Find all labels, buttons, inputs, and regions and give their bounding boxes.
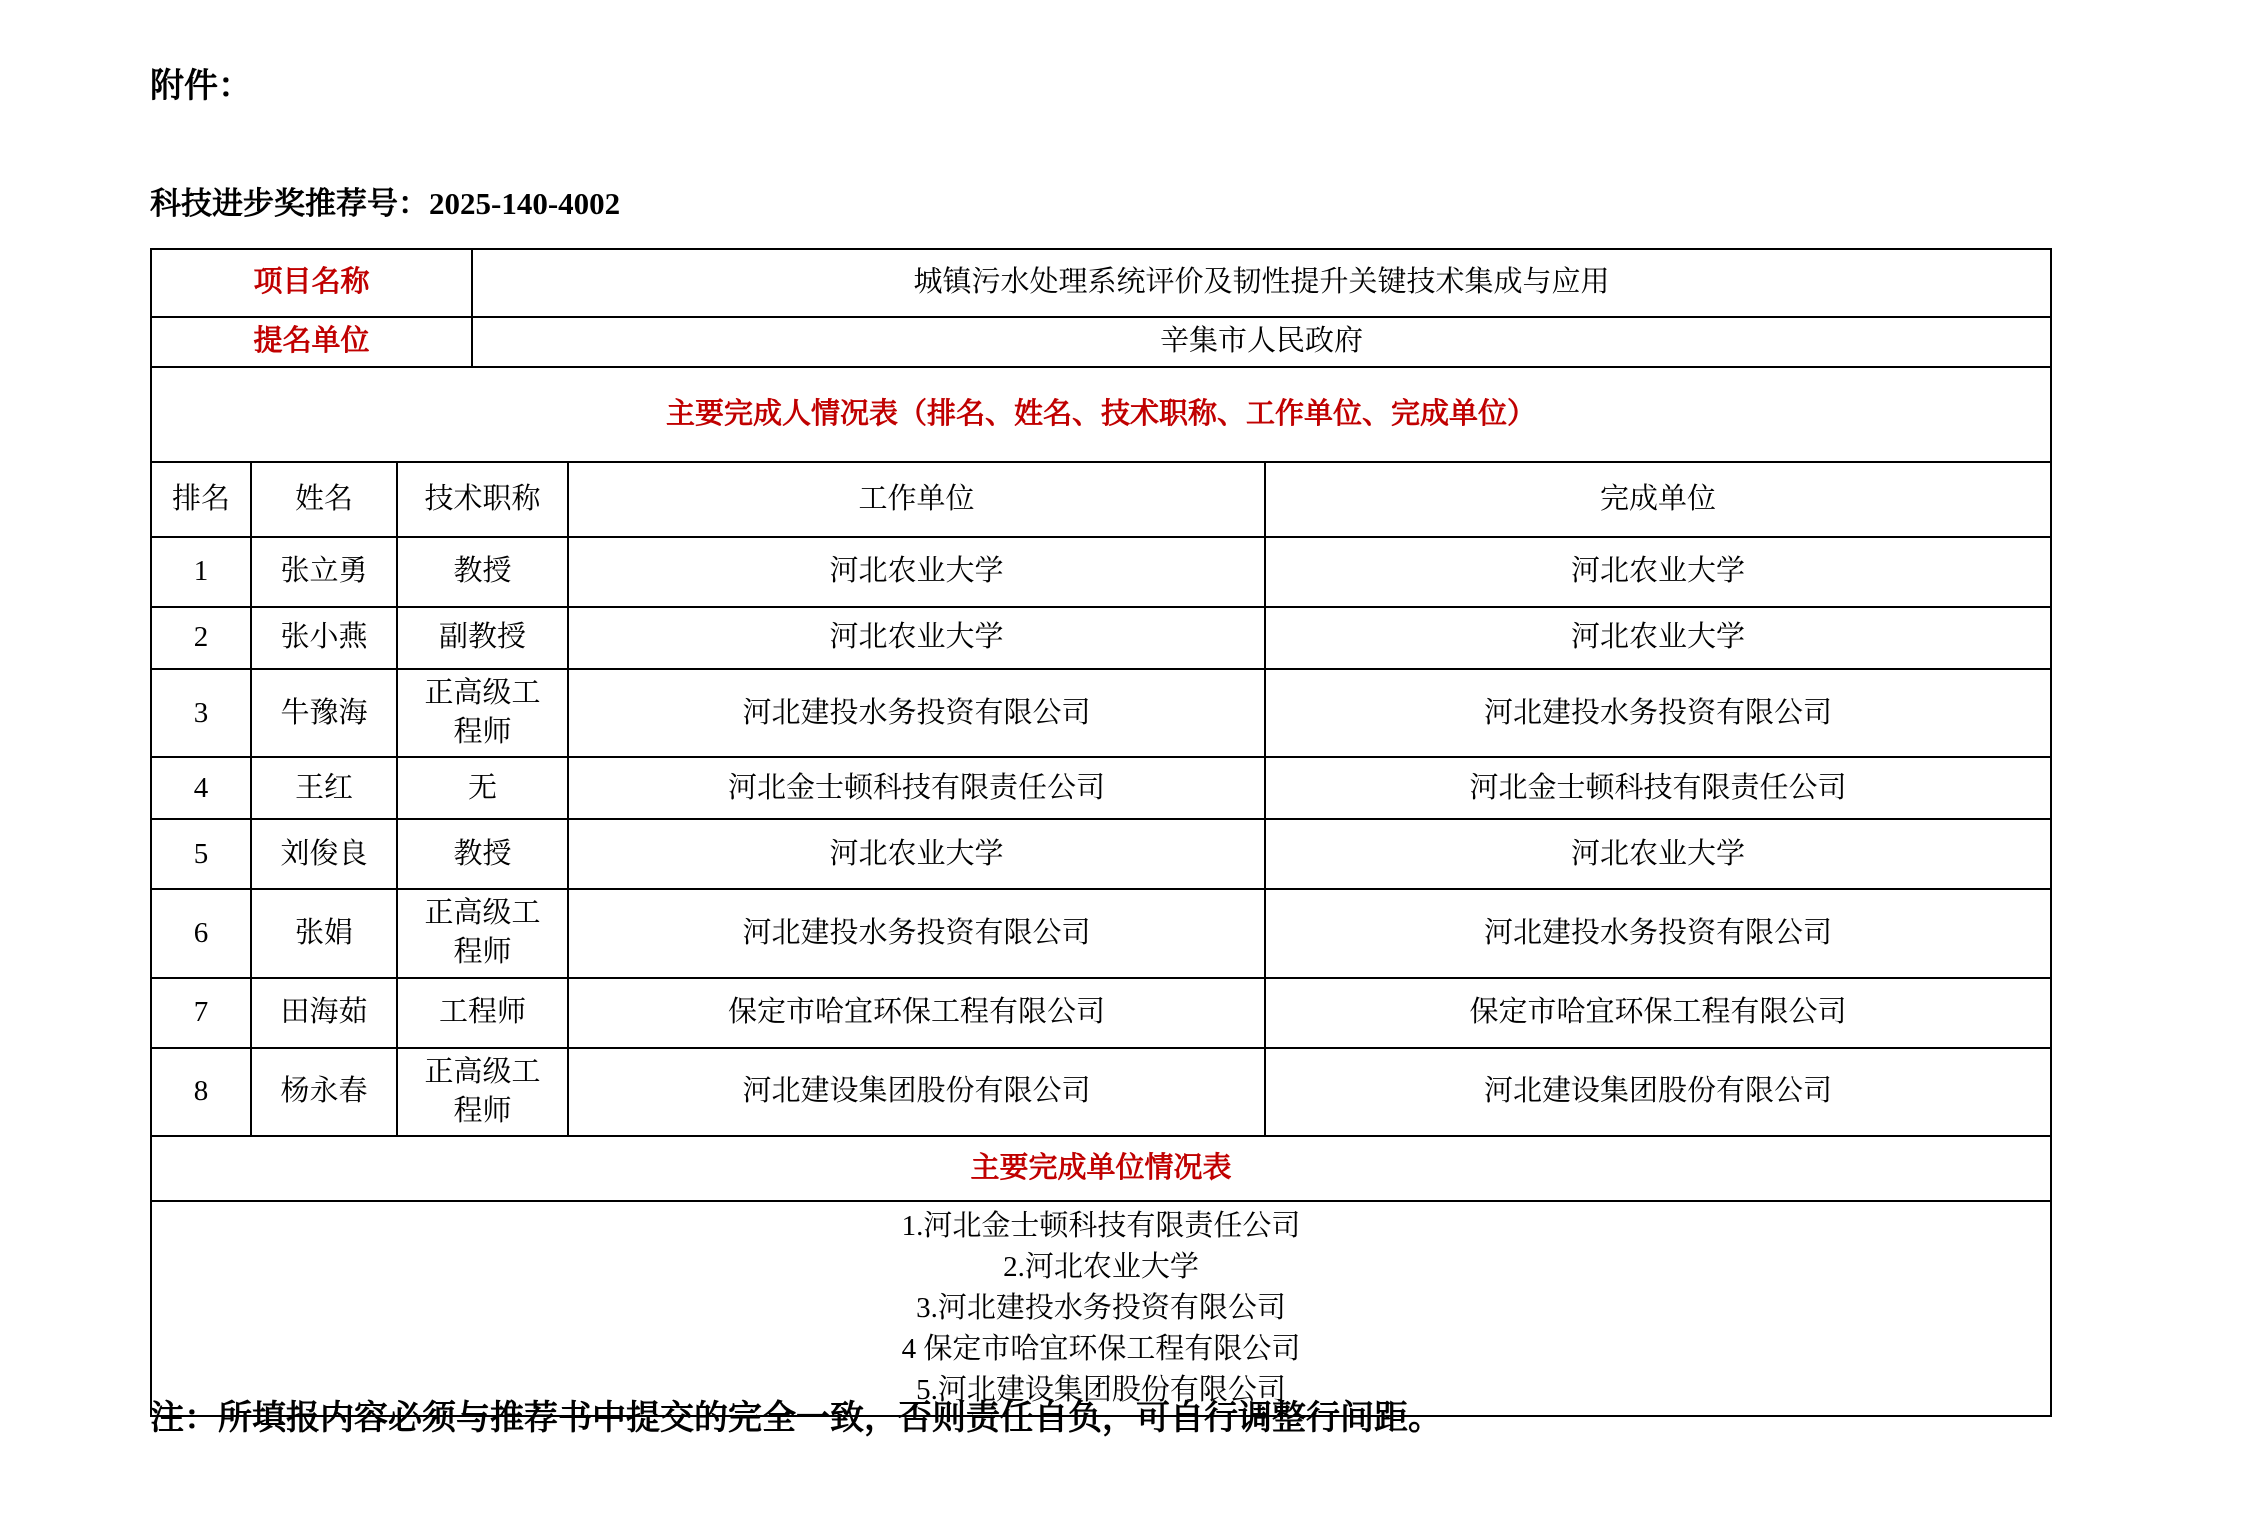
project-name-row [151,249,2051,317]
cell-name: 杨永春 [251,1048,397,1136]
cell-completion-unit: 河北农业大学 [1265,607,2051,669]
project-name-label: 项目名称 [151,249,472,317]
cell-rank: 4 [151,757,251,819]
attachment-label: 附件： [150,68,252,105]
nominator-row [151,317,2051,367]
recommendation-table [150,248,2052,1417]
units-title-row [151,1136,2051,1201]
cell-name: 张小燕 [251,607,397,669]
cell-completion-unit: 河北建投水务投资有限公司 [1265,669,2051,757]
table-row [151,978,2051,1048]
table-row [151,1048,2051,1136]
cell-work-unit: 河北建投水务投资有限公司 [568,889,1265,977]
table-row [151,819,2051,889]
cell-rank: 2 [151,607,251,669]
units-list-cell [151,1201,2051,1416]
unit-list-item: 1.河北金士顿科技有限责任公司 [901,1209,1301,1242]
cell-name: 张立勇 [251,537,397,607]
cell-work-unit: 河北农业大学 [568,537,1265,607]
cell-completion-unit: 河北建投水务投资有限公司 [1265,889,2051,977]
cell-work-unit: 河北建设集团股份有限公司 [568,1048,1265,1136]
cell-name: 张娟 [251,889,397,977]
cell-rank: 5 [151,819,251,889]
cell-completion-unit: 河北农业大学 [1265,819,2051,889]
nominator-value: 辛集市人民政府 [472,317,2051,367]
cell-rank: 8 [151,1048,251,1136]
award-number-value: 2025-140-4002 [429,186,621,221]
cell-work-unit: 河北金士顿科技有限责任公司 [568,757,1265,819]
units-table-title: 主要完成单位情况表 [151,1136,2051,1201]
column-header-name: 姓名 [251,462,397,537]
cell-title: 正高级工程师 [397,669,568,757]
units-list-row [151,1201,2051,1416]
column-header-completion-unit: 完成单位 [1265,462,2051,537]
award-number-line [150,178,620,223]
completers-rows [151,537,2051,1136]
column-header-rank: 排名 [151,462,251,537]
table-row [151,757,2051,819]
table-row [151,607,2051,669]
unit-list-item: 2.河北农业大学 [1003,1250,1199,1283]
cell-completion-unit: 河北农业大学 [1265,537,2051,607]
cell-work-unit: 河北农业大学 [568,819,1265,889]
project-name-value: 城镇污水处理系统评价及韧性提升关键技术集成与应用 [472,249,2051,317]
cell-completion-unit: 河北金士顿科技有限责任公司 [1265,757,2051,819]
cell-work-unit: 河北建投水务投资有限公司 [568,669,1265,757]
cell-work-unit: 河北农业大学 [568,607,1265,669]
footer-note: 注：所填报内容必须与推荐书中提交的完全一致，否则责任自负，可自行调整行间距。 [150,1400,1442,1437]
cell-rank: 7 [151,978,251,1048]
table-row [151,669,2051,757]
cell-title: 正高级工程师 [397,889,568,977]
cell-rank: 3 [151,669,251,757]
column-header-work-unit: 工作单位 [568,462,1265,537]
nominator-label: 提名单位 [151,317,472,367]
cell-title: 教授 [397,819,568,889]
cell-title: 副教授 [397,607,568,669]
unit-list-item: 5.河北建设集团股份有限公司 [916,1373,1286,1406]
cell-rank: 1 [151,537,251,607]
cell-name: 牛豫海 [251,669,397,757]
unit-list-item: 4 保定市哈宜环保工程有限公司 [901,1332,1301,1365]
cell-title: 教授 [397,537,568,607]
cell-title: 无 [397,757,568,819]
cell-completion-unit: 保定市哈宜环保工程有限公司 [1265,978,2051,1048]
completers-title-row [151,367,2051,462]
cell-name: 田海茹 [251,978,397,1048]
column-header-title: 技术职称 [397,462,568,537]
table-row [151,889,2051,977]
table-row [151,537,2051,607]
cell-completion-unit: 河北建设集团股份有限公司 [1265,1048,2051,1136]
unit-list-item: 3.河北建投水务投资有限公司 [916,1291,1286,1324]
completers-table-title: 主要完成人情况表（排名、姓名、技术职称、工作单位、完成单位） [151,367,2051,462]
completers-header-row [151,462,2051,537]
cell-name: 刘俊良 [251,819,397,889]
cell-rank: 6 [151,889,251,977]
cell-title: 工程师 [397,978,568,1048]
cell-name: 王红 [251,757,397,819]
cell-work-unit: 保定市哈宜环保工程有限公司 [568,978,1265,1048]
cell-title: 正高级工程师 [397,1048,568,1136]
award-number-label: 科技进步奖推荐号： [150,186,429,221]
